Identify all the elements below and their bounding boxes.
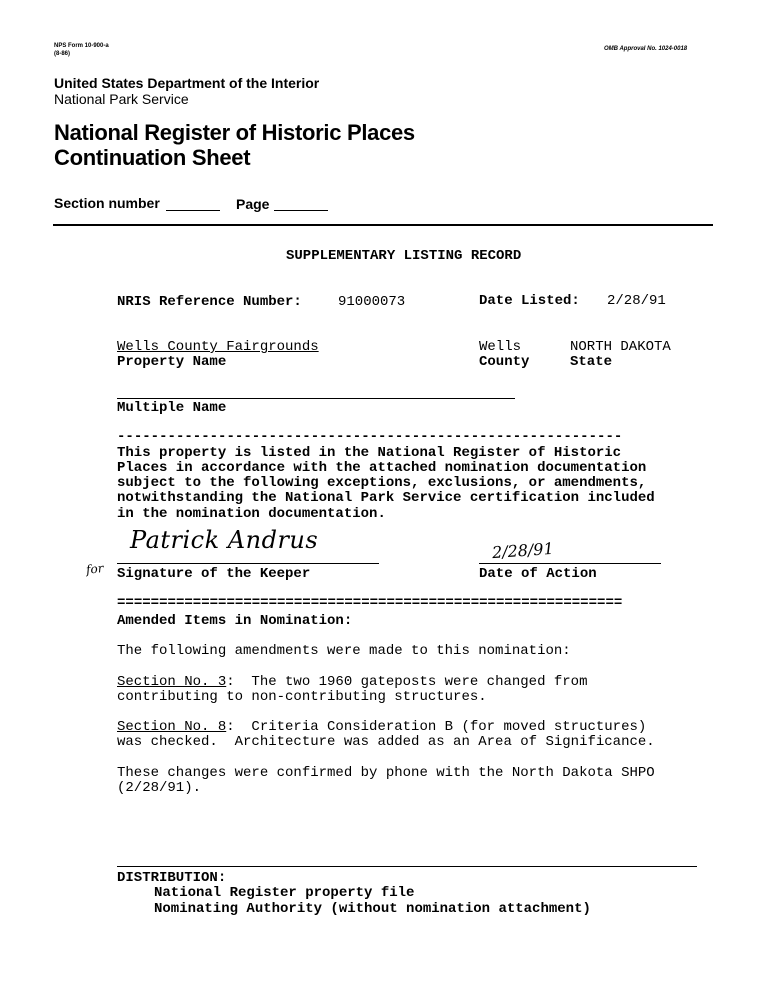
distribution-item-2: Nominating Authority (without nomination attachment)	[154, 901, 591, 917]
dashed-separator: ------------------------------------------------------------	[117, 429, 623, 445]
agency-name: National Park Service	[54, 91, 189, 107]
form-subtitle: Continuation Sheet	[54, 145, 251, 170]
form-revision: (8-86)	[54, 51, 71, 57]
signature-line	[117, 563, 379, 564]
statement-line-1: This property is listed in the National Register of Historic	[117, 445, 622, 461]
section-number-blank	[166, 210, 220, 211]
department-name: United States Department of the Interior	[54, 75, 320, 91]
section-8-line-2: was checked. Architecture was added as an Area of Significance.	[117, 734, 655, 750]
section-3-line-2: contributing to non-contributing structures.	[117, 689, 487, 705]
statement-line-2: Places in accordance with the attached nomination documentation	[117, 460, 647, 476]
section-number-label: Section number	[54, 195, 160, 211]
page-label: Page	[236, 196, 270, 212]
statement-line-4: notwithstanding the National Park Service certification included	[117, 490, 655, 506]
statement-line-5: in the nomination documentation.	[117, 506, 386, 522]
signature-label: Signature of the Keeper	[117, 566, 311, 582]
state-value: NORTH DAKOTA	[570, 339, 671, 355]
section-3-text: : The two 1960 gateposts were changed from	[226, 674, 588, 690]
section-3-line-1	[117, 675, 587, 690]
form-title: National Register of Historic Places	[54, 120, 415, 145]
action-date-line	[479, 563, 661, 564]
county-value: Wells	[479, 339, 522, 355]
property-name-label: Property Name	[117, 354, 227, 370]
statement-line-3: subject to the following exceptions, exclusions, or amendments,	[117, 475, 647, 491]
multiple-name-label: Multiple Name	[117, 400, 227, 416]
nris-value: 91000073	[338, 294, 406, 310]
section-8-label: Section No. 8	[117, 719, 227, 735]
record-heading: SUPPLEMENTARY LISTING RECORD	[286, 248, 522, 264]
signature-prefix: for	[85, 561, 105, 577]
distribution-label: DISTRIBUTION:	[117, 870, 227, 886]
page-blank	[274, 210, 328, 211]
action-date-label: Date of Action	[479, 566, 597, 582]
state-label: State	[570, 354, 613, 370]
amend-intro: The following amendments were made to this nomination:	[117, 643, 571, 659]
form-id: NPS Form 10-900-a	[54, 43, 109, 49]
property-name: Wells County Fairgrounds	[117, 339, 319, 355]
distribution-rule	[117, 866, 697, 867]
nris-label: NRIS Reference Number:	[117, 294, 302, 310]
county-label: County	[479, 354, 530, 370]
confirm-line-1: These changes were confirmed by phone with the North Dakota SHPO	[117, 765, 655, 781]
date-listed-label: Date Listed:	[479, 293, 580, 309]
amended-heading: Amended Items in Nomination:	[117, 613, 353, 629]
action-date-handwritten: 2/28/91	[491, 538, 555, 563]
date-listed-value: 2/28/91	[607, 293, 666, 309]
section-3-label: Section No. 3	[117, 674, 227, 690]
multiple-name-blank	[117, 398, 515, 399]
header-rule	[53, 224, 713, 226]
keeper-signature: Patrick Andrus	[130, 526, 319, 554]
double-separator: ============================================================	[117, 595, 623, 611]
confirm-line-2: (2/28/91).	[117, 780, 202, 796]
omb-approval: OMB Approval No. 1024-0018	[604, 46, 688, 52]
distribution-item-1: National Register property file	[154, 885, 415, 901]
section-8-line-1	[117, 720, 646, 735]
section-8-text: : Criteria Consideration B (for moved structures)	[226, 719, 647, 735]
